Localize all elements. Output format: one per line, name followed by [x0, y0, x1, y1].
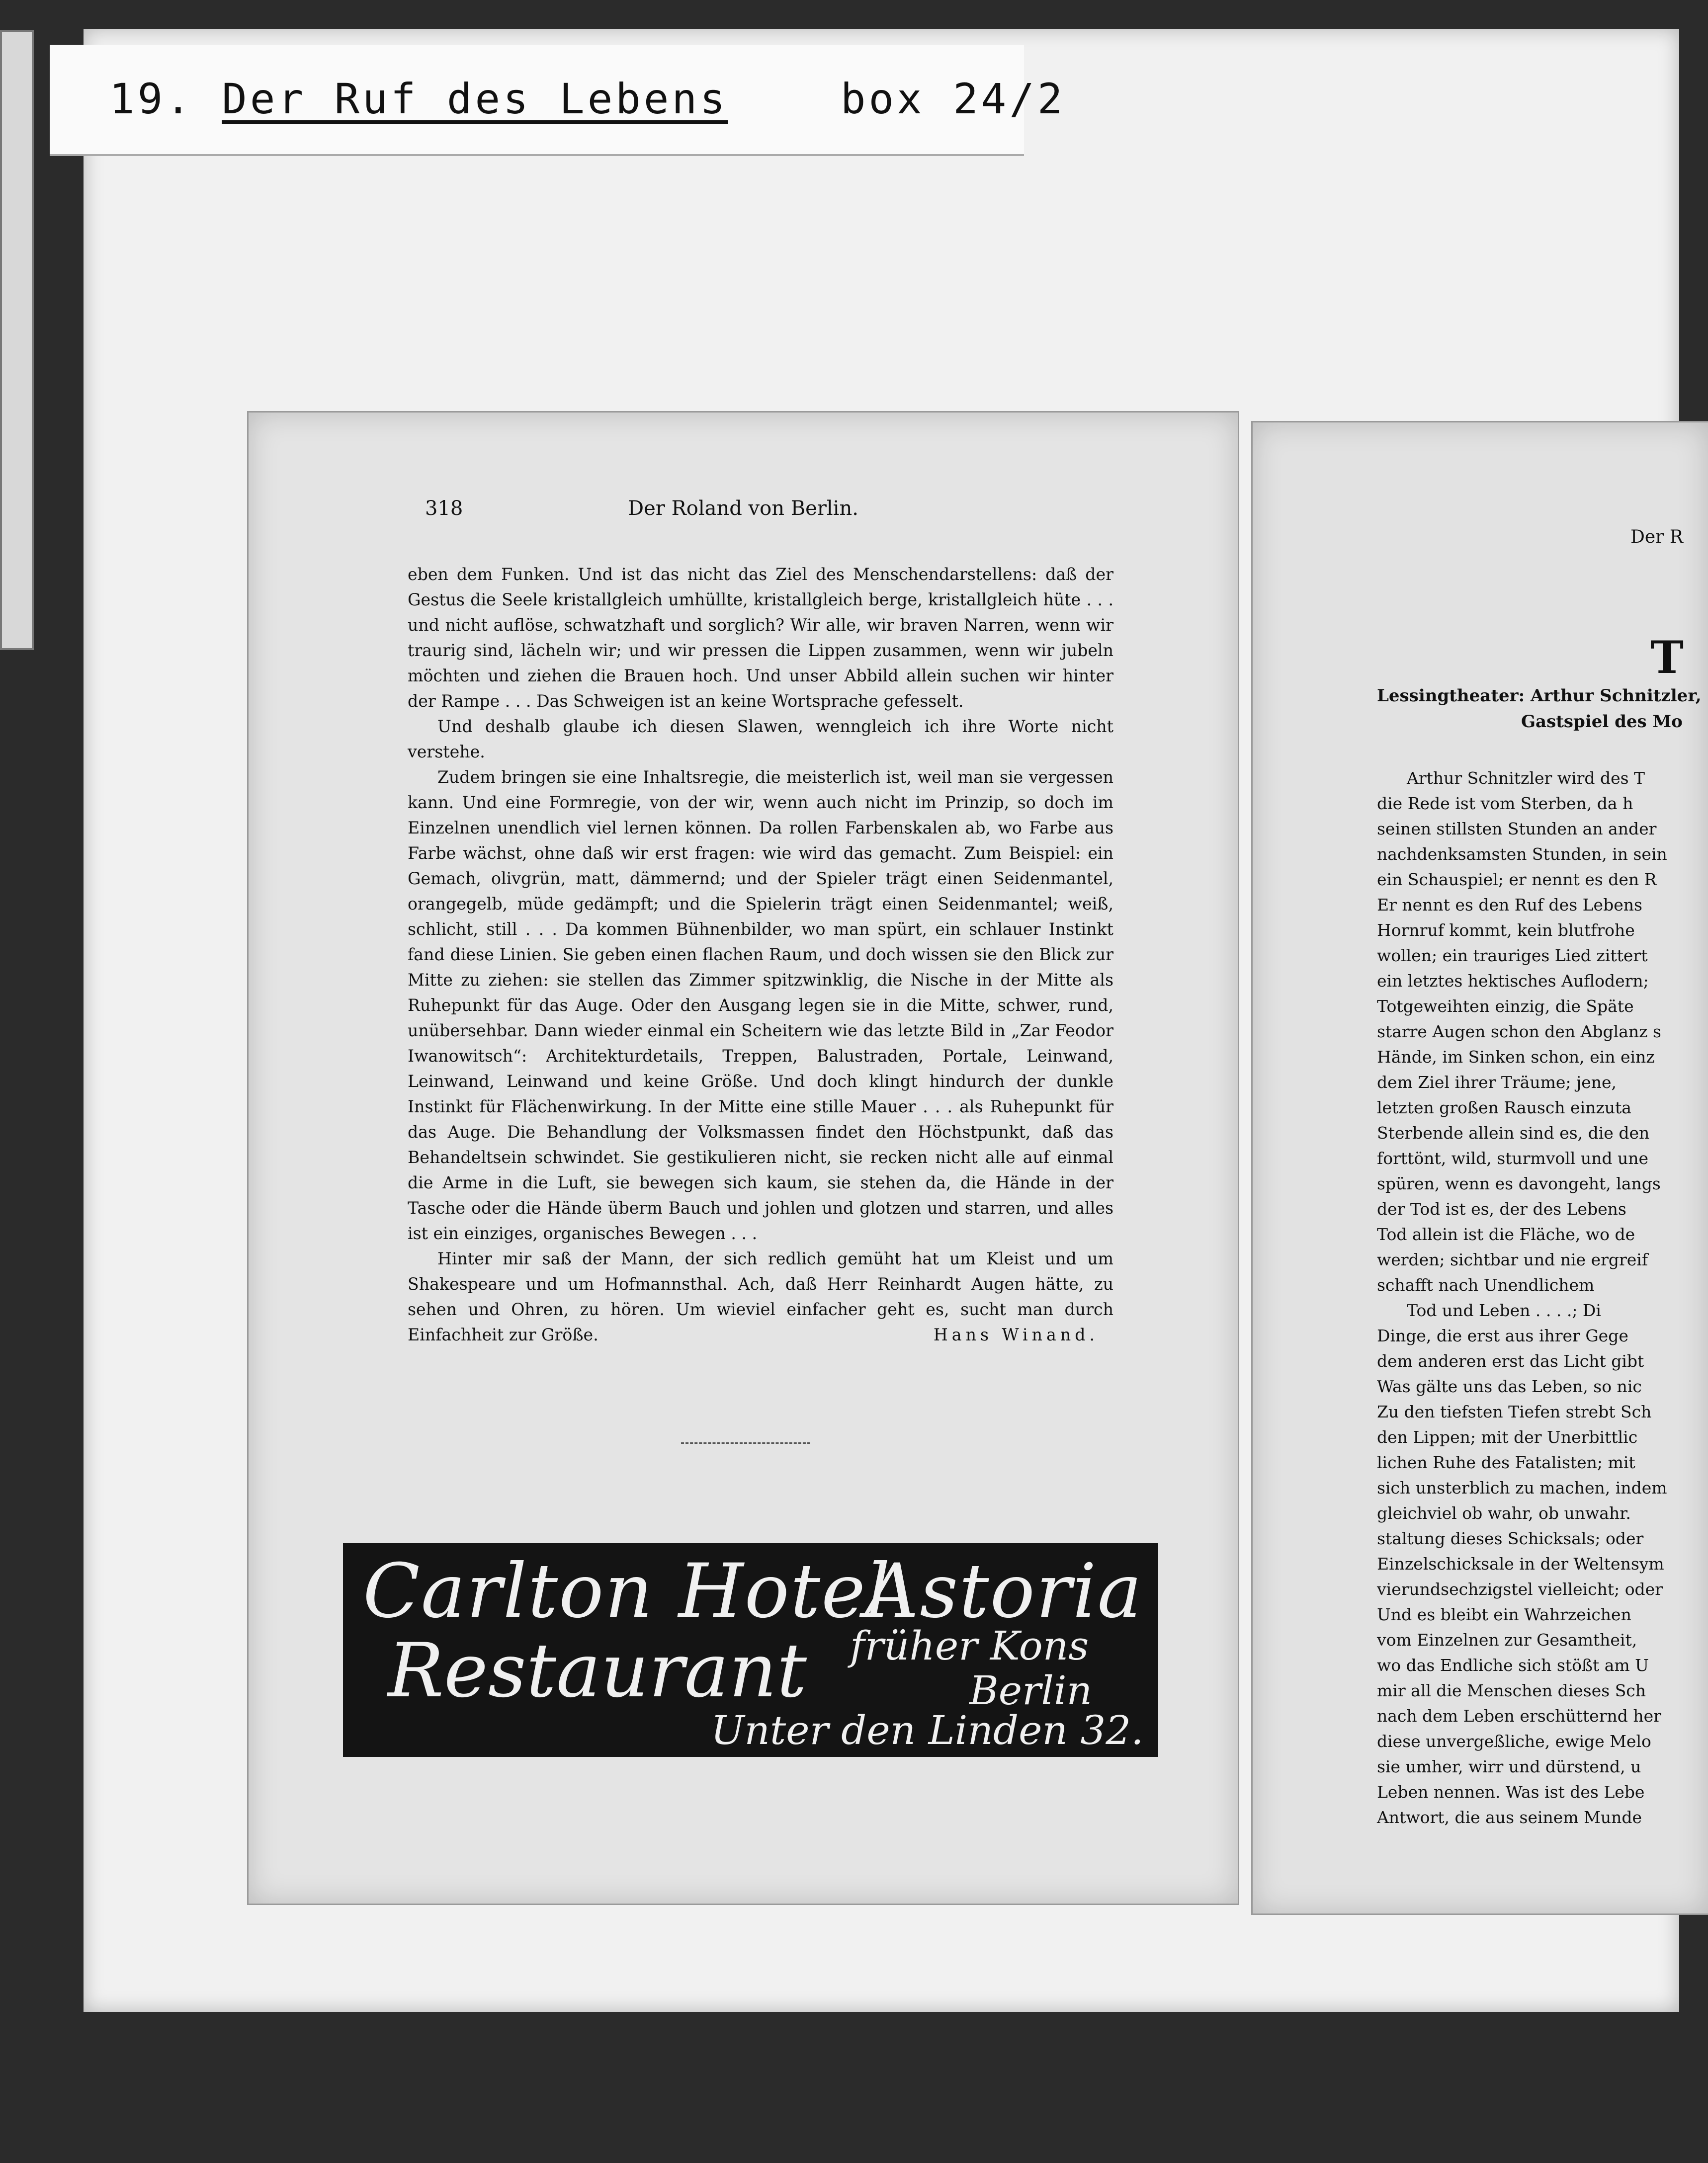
right-article-line: werden; sichtbar und nie ergreif [1377, 1250, 1648, 1269]
right-article-line: Tod und Leben . . . .; Di [1407, 1301, 1601, 1320]
right-article-line: dem anderen erst das Licht gibt [1377, 1351, 1644, 1371]
ad-line-restaurant: Restaurant [388, 1628, 807, 1714]
author-signature: Hans Winand. [933, 1325, 1099, 1344]
right-article-line: nach dem Leben erschütternd her [1377, 1706, 1661, 1726]
right-article-line: Dinge, die erst aus ihrer Gege [1377, 1326, 1628, 1345]
ad-line-hotel: Carlton Hotel [363, 1548, 891, 1635]
label-box: box 24/2 [840, 75, 1066, 123]
clipping-left-page [249, 413, 1238, 1904]
right-article-line: Zu den tiefsten Tiefen strebt Sch [1377, 1402, 1652, 1421]
right-article-line: Was gälte uns das Leben, so nic [1377, 1377, 1642, 1396]
right-running-head: Der R [1630, 527, 1683, 547]
right-subhead: Lessingtheater: Arthur Schnitzler, [1377, 686, 1702, 706]
right-article-line: dem Ziel ihrer Träume; jene, [1377, 1073, 1617, 1092]
right-article-line: diese unvergeßliche, ewige Melo [1377, 1732, 1651, 1751]
right-article-line: forttönt, wild, sturmvoll und une [1377, 1149, 1648, 1168]
right-article-line: Antwort, die aus seinem Munde [1377, 1808, 1642, 1827]
label-title: Der Ruf des Lebens [222, 75, 728, 123]
right-article-body [1377, 765, 1708, 1830]
right-article-line: Leben nennen. Was ist des Lebe [1377, 1782, 1645, 1802]
right-article-line: Totgeweihten einzig, die Späte [1377, 997, 1634, 1016]
ad-line-city: Berlin [969, 1667, 1093, 1714]
right-article-line: ein Schauspiel; er nennt es den R [1377, 870, 1657, 889]
running-head: Der Roland von Berlin. [628, 497, 858, 520]
right-article-line: Er nennt es den Ruf des Lebens [1377, 895, 1642, 915]
right-article-line: Und es bleibt ein Wahrzeichen [1377, 1605, 1631, 1624]
right-article-line: Hornruf kommt, kein blutfrohe [1377, 920, 1635, 940]
right-article-line: starre Augen schon den Abglanz s [1377, 1022, 1661, 1041]
ad-line-astoria: Astoria [865, 1548, 1143, 1635]
right-subhead-2: Gastspiel des Mo [1521, 712, 1683, 732]
right-article-line: letzten großen Rausch einzuta [1377, 1098, 1631, 1117]
right-article-line: den Lippen; mit der Unerbittlic [1377, 1427, 1638, 1447]
right-article-line: der Tod ist es, der des Lebens [1377, 1199, 1626, 1219]
ad-line-former: früher Kons [850, 1623, 1089, 1669]
article-paragraph: eben dem Funken. Und ist das nicht das Ziel des Menschendarstellens: daß der Gestus die Seele kristallgleich umhüllte, kristallgleich berge, kristallgleich hüte . . . und nicht auflöse, schwatzhaft und sorglich? Wir alle, wir braven Narren, wenn wir traurig sind, lächeln wir; und wir pressen die Lippen zusammen, wenn wir jubeln möchten und ziehen die Brauen hoch. Und unser Abbild allein suchen wir hinter der Rampe . . . Das Schweigen ist an keine Wortsprache gefesselt. [408, 565, 1113, 711]
right-article-line: Hände, im Sinken schon, ein einz [1377, 1047, 1655, 1067]
right-article-line: wo das Endliche sich stößt am U [1377, 1656, 1649, 1675]
right-title-initial: T [1650, 631, 1684, 684]
right-article-line: Arthur Schnitzler wird des T [1407, 768, 1645, 788]
right-article-line: die Rede ist vom Sterben, da h [1377, 794, 1633, 813]
article-paragraph: Und deshalb glaube ich diesen Slawen, wennglеich ich ihre Worte nicht verstehe. [408, 717, 1113, 761]
clipping-right-page [1253, 422, 1708, 1913]
right-article-line: staltung dieses Schicksals; oder [1377, 1529, 1644, 1548]
right-article-line: schafft nach Unendlichem [1377, 1275, 1595, 1295]
right-article-line: mir all die Menschen dieses Sch [1377, 1681, 1646, 1700]
page-number: 318 [425, 497, 463, 520]
right-article-line: Sterbende allein sind es, die den [1377, 1123, 1650, 1143]
right-article-line: wollen; ein trauriges Lied zittert [1377, 946, 1648, 965]
article-paragraph: Zudem bringen sie eine Inhaltsregie, die meisterlich ist, weil man sie vergessen kann. Und eine Formregie, von der wir, wenn auch nicht im Prinzip, so doch im Einzelnen unendlich viel lernen können. Da rollen Farbenskalen ab, wo Farbe aus Farbe wächst, ohne daß wir erst fragen: wie wird das gemacht. Zum Beispiel: ein Gemach, olivgrün, matt, dämmernd; und der Spieler trägt einen Seidenmantel, orangegelb, müde gedämpft; und die Spielerin trägt einen Seidenmantel; weiß, schlicht, still . . . Da kommen Bühnenbilder, wo man spürt, ein schlauer Instinkt fand diese Linien. Sie geben einen flachen Raum, und doch wissen sie den Blick zur Mitte zu ziehen: sie stellen das Zimmer spitzwinklig, die Nische in der Mitte als Ruhepunkt für das Auge. Oder den Ausgang legen sie in die Mitte, schwer, rund, unübersehbar. Dann wieder einmal ein Scheitern wie das letzte Bild in „Zar Feodor Iwanowitsch“: Architekturdetails, Treppen, Balustraden, Portale, Leinwand, Leinwand, Leinwand und keine Größe. Und doch klingt hindurch der dunkle Instinkt für Flächenwirkung. In der Mitte eine stille Mauer . . . als Ruhepunkt für das Auge. Die Behandlung der Volksmassen findet den Höchstpunkt, daß das Behandeltsein schwindet. Sie gestikulieren nicht, sie recken nicht alle auf einmal die Arme in die Luft, sie bewegen sich kaum, sie stehen da, die Hände in der Tasche oder die Hände überm Bauch und johlen und glotzen und starren, und alles ist ein einziges, organisches Bewegen . . . [408, 767, 1113, 1243]
ad-line-address: Unter den Linden 32. [711, 1707, 1144, 1753]
article-body [408, 562, 1113, 1347]
adjacent-sheet-edge [0, 30, 34, 650]
right-article-line: spüren, wenn es davongeht, langs [1377, 1174, 1661, 1193]
article-paragraph: Hinter mir saß der Mann, der sich redlich gemüht hat um Kleist und um Shakespeare und um Hofmannsthal. Ach, daß Herr Reinhardt Augen hätte, zu sehen und Ohren, zu hören. Um wieviel einfacher geht es, sucht man durch Einfachheit zur Größe. [408, 1249, 1113, 1344]
right-article-line: vom Einzelnen zur Gesamtheit, [1377, 1630, 1637, 1650]
right-article-line: lichen Ruhe des Fatalisten; mit [1377, 1453, 1635, 1472]
right-article-line: seinen stillsten Stunden an ander [1377, 819, 1657, 838]
archive-label [109, 75, 1065, 123]
section-divider [681, 1442, 810, 1444]
right-article-line: sie umher, wirr und dürstend, u [1377, 1757, 1641, 1776]
right-article-line: nachdenksamsten Stunden, in sein [1377, 844, 1667, 864]
right-article-line: Tod allein ist die Fläche, wo de [1377, 1225, 1635, 1244]
right-article-line: sich unsterblich zu machen, indem [1377, 1478, 1667, 1497]
right-article-line: Einzelschicksale in der Weltensym [1377, 1554, 1664, 1574]
right-article-line: ein letztes hektisches Auflodern; [1377, 971, 1649, 991]
label-number: 19. [109, 75, 194, 123]
right-article-line: gleichviel ob wahr, ob unwahr. [1377, 1503, 1631, 1523]
hotel-advertisement [343, 1543, 1158, 1757]
right-article-line: vierundsechzigstel vielleicht; oder [1377, 1580, 1663, 1599]
